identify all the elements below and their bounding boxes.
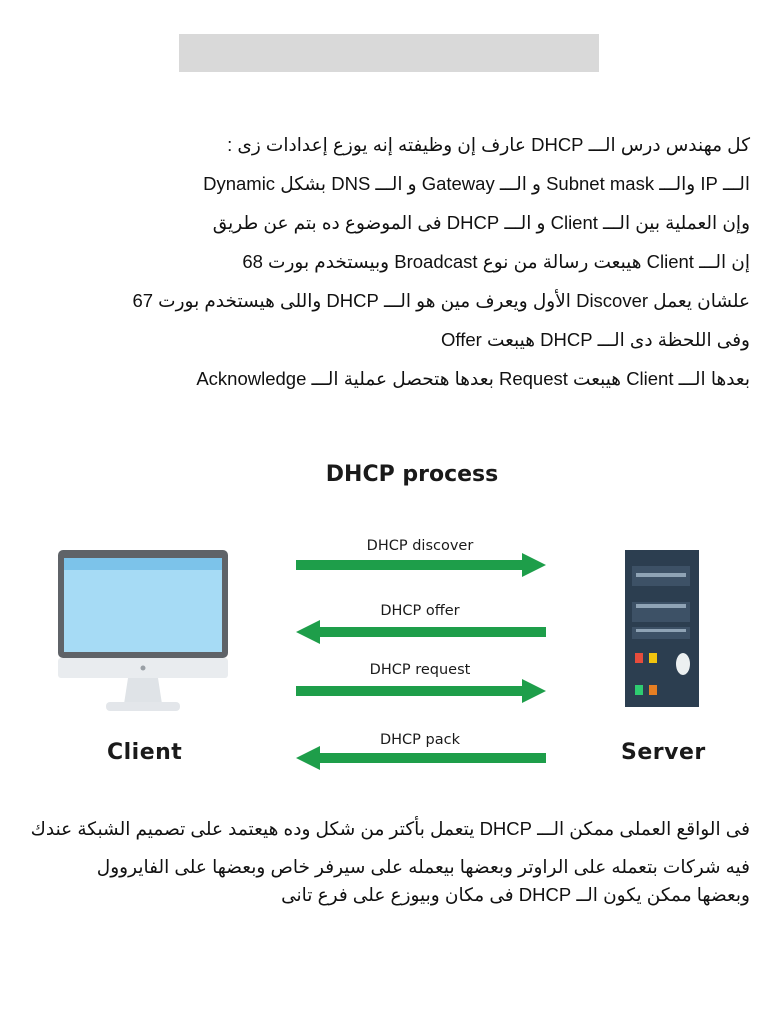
intro-line: كل مهندس درس الـــ DHCP عارف إن وظيفته إنه يوزع إعدادات زى : (227, 134, 750, 155)
client-computer-icon (58, 550, 228, 711)
arrow-label-pack: DHCP pack (379, 732, 460, 748)
arrow-label-offer: DHCP offer (380, 603, 460, 619)
arrow-pack (296, 746, 546, 770)
intro-line: علشان يعمل Discover الأول ويعرف مين هو الـــ DHCP واللى هيستخدم بورت 67 (132, 290, 750, 311)
outro-line: فيه شركات بتعمله على الراوتر وبعضها بيعمله على سيرفر خاص وبعضها على الفايروول (96, 856, 750, 877)
monitor-base (106, 702, 180, 711)
monitor-power-dot (141, 666, 146, 671)
arrow-discover (296, 553, 546, 577)
monitor-screen-top (64, 558, 222, 570)
arrow-label-discover: DHCP discover (366, 538, 474, 554)
arrow-offer (296, 620, 546, 644)
intro-line: إن الـــ Client هيبعت رسالة من نوع Broadcast وبيستخدم بورت 68 (242, 251, 750, 272)
outro-paragraph (30, 818, 750, 922)
dhcp-process-diagram (0, 440, 768, 800)
monitor-screen (64, 570, 222, 652)
diagram-title: DHCP process (325, 462, 499, 487)
arrow-label-request: DHCP request (369, 662, 471, 678)
header-placeholder-bar (179, 34, 599, 72)
arrow-request (296, 679, 546, 703)
monitor-neck (124, 678, 162, 704)
outro-line: وبعضها ممكن يكون الــ DHCP فى مكان وبيوزع على فرع تانى (281, 884, 750, 905)
intro-paragraph (50, 134, 750, 407)
server-label: Server (621, 740, 706, 765)
intro-line: وفى اللحظة دى الـــ DHCP هيبعت Offer (441, 329, 750, 350)
intro-line: بعدها الـــ Client هيبعت Request بعدها هتحصل عملية الـــ Acknowledge (196, 368, 750, 389)
intro-line: وإن العملية بين الـــ Client و الـــ DHCP فى الموضوع ده بتم عن طريق (212, 212, 750, 233)
client-label: Client (107, 740, 183, 765)
server-tower-icon (625, 550, 699, 707)
outro-line: فى الواقع العملى ممكن الـــ DHCP يتعمل بأكتر من شكل وده هيعتمد على تصميم الشبكة عندك (30, 818, 750, 839)
intro-line: الـــ IP والـــ Subnet mask و الـــ Gateway و الـــ DNS بشكل Dynamic (203, 173, 750, 194)
